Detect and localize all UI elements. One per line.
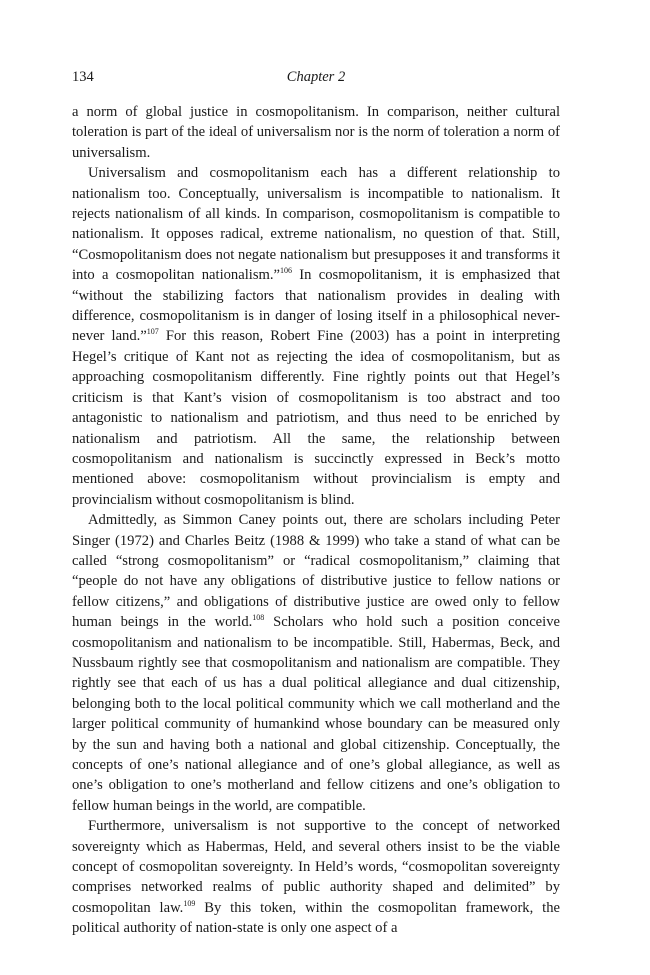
paragraph <box>72 510 560 816</box>
paragraph <box>72 102 560 163</box>
paragraph-text: Scholars who hold such a position conceive cosmopolitanism and nationalism to be incompatible. Still, Habermas, Beck, and Nussbaum rightly see that cosmopolitanism and nationalism are compatible. They rightly see that each of us has a dual political allegiance and dual citizenship, belonging both to the local political community which we call motherland and the larger political community of humankind whose boundary can be measured only by the sun and having both a national and global citizenship. Conceptually, the concepts of one’s national allegiance and of one’s global allegiance, as well as one’s obligation to one’s motherland and fellow citizens and one’s obligation to fellow human beings in the world, are compatible. <box>72 614 560 814</box>
paragraph-text: By this token, within the cosmopolitan framework, the political authority of nation-state is only one aspect of a <box>72 899 560 937</box>
body-text <box>72 102 560 939</box>
book-page <box>72 66 560 939</box>
paragraph-text: For this reason, Robert Fine (2003) has a point in interpreting Hegel’s critique of Kant not as rejecting the idea of cosmopolitanism, but as approaching cosmopolitanism differently. Fine rightly points out that Hegel’s criticism is that Kant’s vision of cosmopolitanism is too abstract and too antagonistic to nationalism and patriotism, and thus need to be enriched by nationalism and patriotism. All the same, the relationship between cosmopolitanism and nationalism is succinctly expressed in Beck’s motto mentioned above: cosmopolitanism without provincialism is empty and provincialism without cosmopolitanism is blind. <box>72 328 560 508</box>
paragraph-text: Universalism and cosmopolitanism each has a different relationship to nationalism too. Conceptually, universalism is incompatible to nationalism. It rejects nationalism of all kinds. In comparison, cosmopolitanism is compatible to nationalism. It opposes radical, extreme nationalism, no question of that. Still, “Cosmopolitanism does not negate nationalism but presupposes it and transforms it into a cosmopolitan nationalism.” <box>72 165 560 284</box>
footnote-reference: 107 <box>146 327 159 337</box>
chapter-title: Chapter 2 <box>286 69 346 85</box>
paragraph-text: Admittedly, as Simmon Caney points out, there are scholars including Peter Singer (1972) and Charles Beitz (1988 & 1999) who take a stand of what can be called “strong cosmopolitanism” or “radical cosmopolitanism,” claiming that “people do not have any obligations of distributive justice to fellow nations or fellow citizens,” and obligations of distributive justice are owed only to fellow human beings in the world. <box>72 512 560 631</box>
paragraph <box>72 163 560 510</box>
paragraph <box>72 816 560 938</box>
footnote-reference: 106 <box>279 266 292 276</box>
footnote-reference: 109 <box>183 898 196 908</box>
running-head <box>72 66 560 88</box>
page-number: 134 <box>72 69 94 85</box>
paragraph-text: a norm of global justice in cosmopolitanism. In comparison, neither cultural toleration is part of the ideal of universalism nor is the norm of toleration a norm of universalism. <box>72 104 560 161</box>
paragraph-text: In cosmopolitanism, it is emphasized that “without the stabilizing factors that nationalism provides in dealing with difference, cosmopolitanism is in danger of losing itself in a philosophical never-never land.” <box>72 267 561 345</box>
paragraph-text: Furthermore, universalism is not supportive to the concept of networked sovereignty which as Habermas, Held, and several others insist to be the viable concept of cosmopolitan sovereignty. In Held’s words, “cosmopolitan sovereignty comprises networked realms of public authority shaped and delimited” by cosmopolitan law. <box>72 818 560 916</box>
footnote-reference: 108 <box>252 613 265 623</box>
